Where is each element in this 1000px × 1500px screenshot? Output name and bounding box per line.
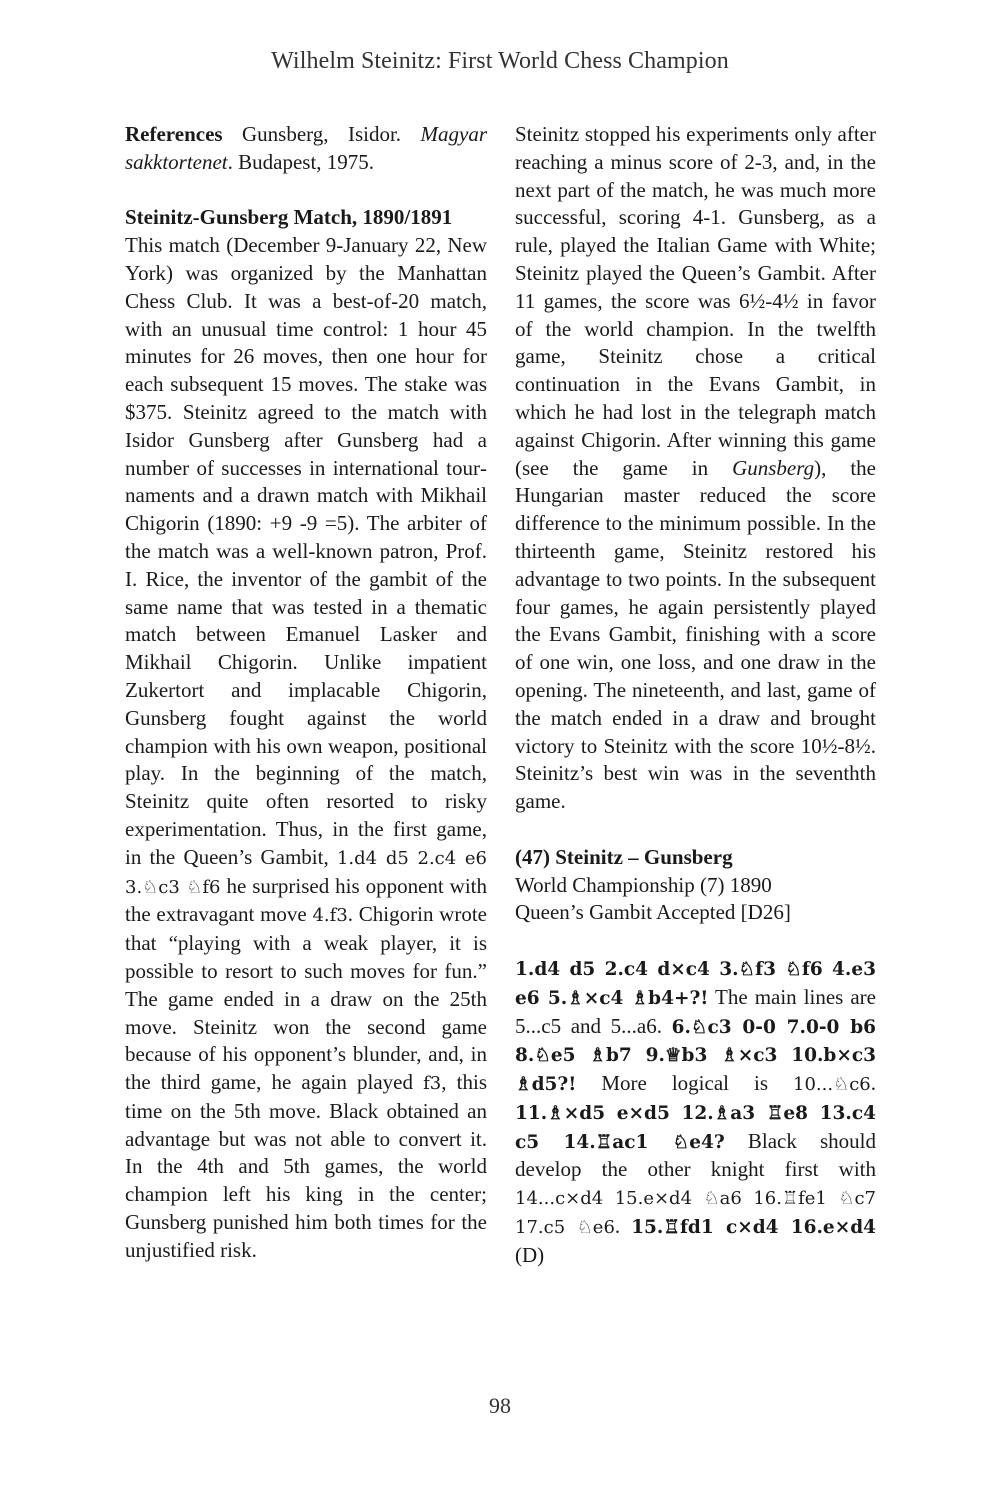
match-text-6: ), the Hungarian master reduced the score difference to the minimum possible. In the thirteenth game, Steinitz restored his advantage to two points. In the subsequent four games, he again persistently played the Evans Gambit, finishing with a score of one win, one loss, and one draw in the opening. The nineteenth, and last, game of the match ended in a draw and brought victory to Steinitz with the score 10½-8½. Steinitz’s best win was in the seventhth game. [515,455,876,814]
match-move-f3: 4.f3 [312,905,348,927]
page-number: 98 [489,1393,511,1418]
match-text-1: This match (December 9-January 22, New York) was organized by the Manhattan Chess Club. It was a best-of-20 match, with an unusual time control: 1 hour 45 minutes for 26 moves, then one hour for each subsequent 15 moves. The stake was $375. Steinitz agreed to the match with Isidor Gunsberg after Gunsberg had a number of successes in international tournaments and a drawn match with Mikhail Chigorin (1890: +9 -9 =5). The arbiter of the match was a well-known patron, Prof. I. Rice, the inventor of the gambit of the same name that was tested in a thematic match between Emanuel Lasker and Mikhail Chigorin. Unlike impatient Zukertort and implacable Chigorin, Gunsberg fought against the world champion with his own weapon, positional play. In the beginning of the match, Steinitz quite often resorted to risky experimentation. Thus, in the first game, in the Queen’s Gambit, [125,233,487,869]
main-line-moves-1: 1.d4 d5 2.c4 d×c4 3.♘f3 ♘f6 4.e3 e6 5.♗×c4 ♗b4+?! [515,958,876,1009]
game-moves-paragraph [515,955,876,1270]
references-label: References [125,122,223,146]
match-move-f3-again: f3 [423,1073,442,1095]
match-paragraph-1 [125,232,487,1264]
right-column [515,121,876,1270]
annotation-1: The main lines are 5...c5 and 5...a6. [515,984,876,1038]
match-paragraph-2 [515,121,876,816]
annotation-2: More logical is [576,1071,793,1096]
references-book-title: Magyar sakktortenet [125,122,487,174]
main-line-moves-4: 15.♖fd1 c×d4 16.e×d4 [631,1217,876,1239]
variation-1: 10...♘c6 [793,1074,871,1096]
game-title: (47) Steinitz – Gunsberg [515,844,733,869]
variation-2: 14...c×d4 15.e×d4 ♘a6 16.♖fe1 ♘c7 17.c5 ♘e6 [515,1188,876,1239]
annotation-3: . [870,1071,876,1096]
main-line-moves-3: 11.♗×d5 e×d5 12.♗a3 ♖e8 13.c4 c5 14.♖ac1 ♘e4? [515,1102,876,1153]
left-column [125,121,487,1265]
match-moves-1: 1.d4 d5 2.c4 e6 3.♘c3 ♘f6 [125,847,488,898]
references-author: Gunsberg, Isidor. [222,122,421,146]
match-text-3: . Chigorin wrote that “playing with a weak player, it is possible to resort to such moves for fun.” The game ended in a draw on the 25th move. Steinitz won the second game because of his opponent’s blunder, and, in the third game, he again played [125,902,487,1095]
main-line-moves-2: 6.♘c3 0-0 7.0-0 b6 8.♘e5 ♗b7 9.♕b3 ♗×c3 10.b×c3 ♗d5?! [515,1016,877,1096]
annotation-5: . [614,1214,632,1239]
game-opening: Queen’s Gambit Accepted [D26] [515,900,791,925]
game-event: World Championship (7) 1890 [515,872,772,897]
references-paragraph [125,121,487,177]
annotation-4: Black should develop the other knight first with [515,1128,876,1182]
section-heading-match: Steinitz-Gunsberg Match, 1890/1891 [125,205,453,230]
running-header: Wilhelm Steinitz: First World Chess Champion [271,48,729,74]
diagram-marker: (D) [515,1242,545,1267]
references-publication: . Budapest, 1975. [227,149,375,174]
match-text-4: , this time on the 5th move. Black obtained an advantage but was not able to convert it. In the 4th and 5th games, the world champion left his king in the center; Gunsberg punished him both times for the unjustified risk. [125,1070,487,1262]
match-text-5: Steinitz stopped his experiments only after reaching a minus score of 2-3, and, in the next part of the match, he was much more successful, scoring 4-1. Gunsberg, as a rule, played the Italian Game with White; Steinitz played the Queen’s Gambit. After 11 games, the score was 6½-4½ in favor of the world champion. In the twelfth game, Steinitz chose a critical continuation in the Evans Gambit, in which he had lost in the telegraph match against Chigorin. After winning this game (see the game in [515,122,876,480]
match-text-2: he surprised his opponent with the extravagant move [125,873,487,927]
cross-reference-gunsberg: Gunsberg [732,455,815,480]
